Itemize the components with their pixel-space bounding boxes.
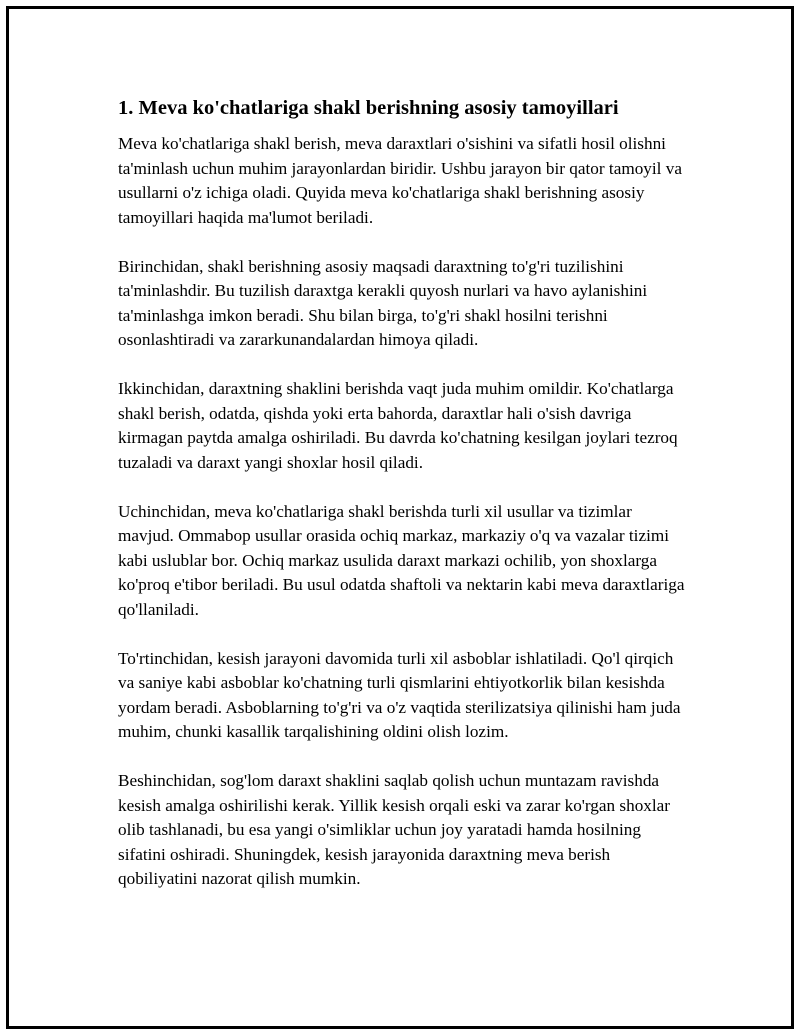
paragraph-fifth: Beshinchidan, sog'lom daraxt shaklini saqlab qolish uchun muntazam ravishda kesish amalga oshirilishi kerak. Yillik kesish orqali eski va zarar ko'rgan shoxlar olib tashlanadi, bu esa yangi o'simliklar uchun joy yaratadi hamda hosilning sifatini oshiradi. Shuningdek, kesish jarayonida daraxtning meva berish qobiliyatini nazorat qilish mumkin. — [118, 771, 671, 888]
paragraph-intro: Meva ko'chatlariga shakl berish, meva daraxtlari o'sishini va sifatli hosil olishni ta'minlash uchun muhim jarayonlardan biridir. Ushbu jarayon bir qator tamoyil va usullarni o'z ichiga oladi. Quyida meva ko'chatlariga shakl berishning asosiy tamoyillari haqida ma'lumot beriladi. — [118, 134, 682, 227]
paragraph-third: Uchinchidan, meva ko'chatlariga shakl berishda turli xil usullar va tizimlar mavjud. Ommabop usullar orasida ochiq markaz, markaziy o'q va vazalar tizimi kabi uslublar bor. Ochiq markaz usulida daraxt markazi ochilib, yon shoxlarga ko'proq e'tibor beriladi. Bu usul odatda shaftoli va nektarin kabi meva daraxtlariga qo'llaniladi. — [118, 501, 685, 619]
document-body — [118, 94, 688, 916]
paragraph-fourth: To'rtinchidan, kesish jarayoni davomida turli xil asboblar ishlatiladi. Qo'l qirqich va saniye kabi asboblar ko'chatning turli qismlarini ehtiyotkorlik bilan kesishda yordam beradi. Asboblarning to'g'ri va o'z vaqtida sterilizatsiya qilinishi ham juda muhim, chunki kasallik tarqalishining oldini olish lozim. — [118, 648, 681, 741]
paragraph-second: Ikkinchidan, daraxtning shaklini berishda vaqt juda muhim omildir. Ko'chatlarga shakl berish, odatda, qishda yoki erta bahorda, daraxtlar hali o'sish davriga kirmagan paytda amalga oshiriladi. Bu davrda ko'chatning kesilgan joylari tezroq tuzaladi va daraxt yangi shoxlar hosil qiladi. — [118, 379, 678, 472]
paragraph-first: Birinchidan, shakl berishning asosiy maqsadi daraxtning to'g'ri tuzilishini ta'minlashdir. Bu tuzilish daraxtga kerakli quyosh nurlari va havo aylanishini ta'minlashga imkon beradi. Shu bilan birga, to'g'ri shakl hosilni terishni osonlashtiradi va zararkunandalardan himoya qiladi. — [118, 256, 648, 349]
section-heading: 1. Meva ko'chatlariga shakl berishning asosiy tamoyillari — [118, 97, 619, 119]
